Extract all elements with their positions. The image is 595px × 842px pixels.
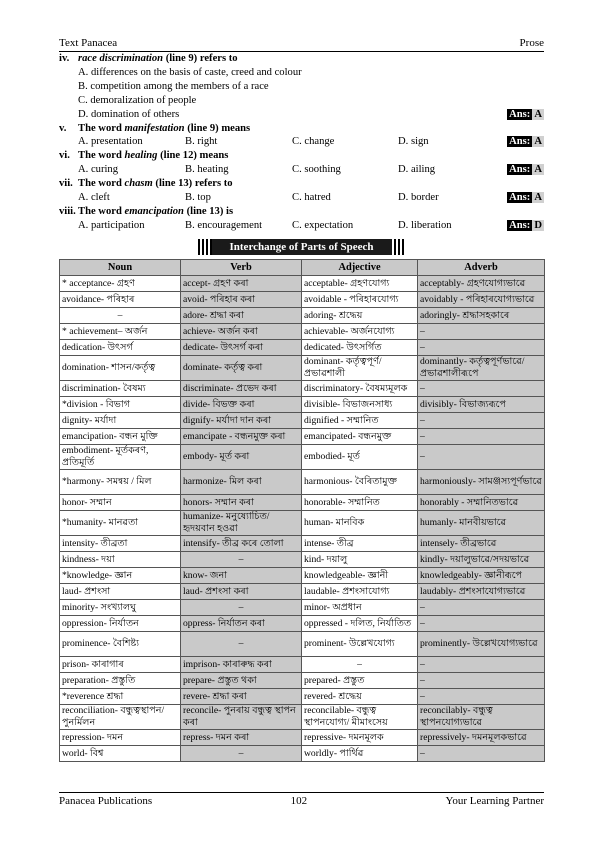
question-text-end: (line 9) means: [184, 122, 251, 134]
table-cell: dedicate- উৎসৰ্গ কৰা: [181, 339, 302, 355]
answer-option: A. differences on the basis of caste, creed and colour: [78, 66, 302, 78]
answer-option: A. presentation: [78, 136, 143, 148]
question-stem: [59, 52, 544, 66]
answer-option: B. competition among the members of a race: [78, 80, 269, 92]
table-cell: oppression- নিৰ্যাতন: [60, 615, 181, 631]
table-cell: harmonious- বৈৰিতামুক্ত: [302, 469, 418, 494]
table-row: [60, 745, 545, 761]
page-number: 102: [290, 795, 308, 807]
table-cell: * achievement– অৰ্জন: [60, 323, 181, 339]
table-cell: –: [418, 339, 545, 355]
table-cell: humanize- মনুষ্যোচিত/হৃদয়বান হওৱা: [181, 510, 302, 535]
header-title: Text Panacea: [59, 37, 118, 49]
question-term: manifestation: [124, 122, 185, 134]
table-cell: human- মানবিক: [302, 510, 418, 535]
table-cell: avoidable - পৰিহাৰযোগ্য: [302, 291, 418, 307]
table-cell: dignified - সম্মানিত: [302, 412, 418, 428]
table-cell: –: [418, 599, 545, 615]
table-row: [60, 396, 545, 412]
answer-value: A: [534, 164, 542, 176]
table-cell: *harmony- সমন্বয় / মিল: [60, 469, 181, 494]
table-cell: laud- প্ৰশংসা: [60, 583, 181, 599]
table-cell: intensely- তীব্ৰভাৱে: [418, 535, 545, 551]
parts-of-speech-table: [59, 259, 545, 762]
table-cell: emancipate - বন্ধনমুক্ত কৰা: [181, 428, 302, 444]
table-row: [60, 551, 545, 567]
table-cell: honorably - সম্মানিতভাৱে: [418, 494, 545, 510]
answer-key: [507, 220, 544, 232]
table-cell: honors- সম্মান কৰা: [181, 494, 302, 510]
table-row: [60, 704, 545, 729]
table-cell: *humanity- মানৱতা: [60, 510, 181, 535]
table-cell: avoidance- পৰিহাৰ: [60, 291, 181, 307]
table-cell: kindness- দয়া: [60, 551, 181, 567]
question-stem: [59, 122, 544, 136]
table-cell: repression- দমন: [60, 729, 181, 745]
table-cell: –: [418, 688, 545, 704]
answer-label: Ans:: [509, 164, 531, 176]
question-list: [59, 52, 544, 233]
table-cell: humanly- মানবীয়ভাৱে: [418, 510, 545, 535]
table-row: [60, 380, 545, 396]
table-cell: revere- শ্ৰদ্ধা কৰা: [181, 688, 302, 704]
table-cell: intense- তীব্ৰ: [302, 535, 418, 551]
table-row: [60, 355, 545, 380]
table-cell: knowledgeably- জ্ঞানীৰূপে: [418, 567, 545, 583]
question-term: chasm: [124, 178, 153, 190]
table-cell: knowledgeable- জ্ঞানী: [302, 567, 418, 583]
table-cell: repressively- দমনমূলকভাৱে: [418, 729, 545, 745]
table-row: [60, 583, 545, 599]
table-cell: oppressed - দলিত, নিৰ্যাতিত: [302, 615, 418, 631]
question-stem: [59, 149, 544, 163]
table-cell: dominate- কৰ্তৃত্ব কৰা: [181, 355, 302, 380]
table-cell: –: [418, 615, 545, 631]
table-cell: intensity- তীব্ৰতা: [60, 535, 181, 551]
table-row: [60, 428, 545, 444]
question-text-end: (line 12) means: [157, 150, 229, 162]
table-body: [60, 275, 545, 761]
table-cell: –: [181, 745, 302, 761]
table-cell: minor- অপ্ৰধান: [302, 599, 418, 615]
table-row: [60, 412, 545, 428]
table-cell: harmonize- মিল কৰা: [181, 469, 302, 494]
table-cell: divisible- বিভাজনসাধ্য: [302, 396, 418, 412]
table-cell: –: [418, 656, 545, 672]
table-cell: divisibly- বিভাজ্যৰূপে: [418, 396, 545, 412]
answer-option: C. soothing: [292, 164, 341, 176]
answer-option: A. curing: [78, 164, 119, 176]
answer-option: B. encouragement: [185, 219, 263, 231]
answer-option: D. ailing: [398, 164, 436, 176]
answer-option: A. cleft: [78, 192, 110, 204]
table-row: [60, 729, 545, 745]
table-cell: avoidably - পৰিহাৰযোগ্যভাৱে: [418, 291, 545, 307]
table-cell: worldly- পাৰ্থিৱ: [302, 745, 418, 761]
table-header-row: [60, 259, 545, 275]
table-cell: imprison- কাৰাৰুদ্ধ কৰা: [181, 656, 302, 672]
column-header: Noun: [60, 259, 181, 275]
table-cell: dedication- উৎসৰ্গ: [60, 339, 181, 355]
mcq-question: [59, 52, 544, 122]
question-term: emancipation: [124, 205, 184, 217]
question-text-end: (line 13) refers to: [152, 178, 233, 190]
mcq-question: [59, 205, 544, 233]
table-cell: acceptable- গ্ৰহণযোগ্য: [302, 275, 418, 291]
footer-publisher: Panacea Publications: [59, 795, 153, 807]
table-cell: preparation- প্ৰস্তুতি: [60, 672, 181, 688]
table-cell: minority- সংখ্যালঘু: [60, 599, 181, 615]
table-cell: acceptably- গ্ৰহণযোগ্যভাৱে: [418, 275, 545, 291]
footer-tagline: Your Learning Partner: [445, 795, 544, 807]
table-row: [60, 615, 545, 631]
question-text-end: (line 13) is: [183, 205, 234, 217]
answer-key: [507, 109, 544, 121]
table-row: [60, 307, 545, 323]
table-cell: divide- বিভক্ত কৰা: [181, 396, 302, 412]
table-cell: repressive- দমনমূলক: [302, 729, 418, 745]
table-cell: kind- দয়ালু: [302, 551, 418, 567]
table-cell: dominantly- কৰ্তৃত্বপূৰ্ণভাৱে/ প্ৰভাৱশালীৰূপে: [418, 355, 545, 380]
answer-option: C. expectation: [292, 219, 354, 231]
table-cell: revered- শ্ৰদ্ধেয়: [302, 688, 418, 704]
table-row: [60, 567, 545, 583]
answer-options-row: [59, 135, 544, 149]
table-cell: –: [418, 444, 545, 469]
page-footer: [59, 792, 544, 807]
table-cell: –: [418, 745, 545, 761]
answer-key: [507, 192, 544, 204]
table-cell: dignity- মৰ্যাদা: [60, 412, 181, 428]
header-section: Prose: [519, 37, 544, 49]
table-row: [60, 469, 545, 494]
table-cell: adore- শ্ৰদ্ধা কৰা: [181, 307, 302, 323]
table-row: [60, 599, 545, 615]
table-cell: prepared- প্ৰস্তুত: [302, 672, 418, 688]
table-cell: reconcile- পুনৰায় বন্ধুত্ব স্থাপন কৰা: [181, 704, 302, 729]
column-header: Adjective: [302, 259, 418, 275]
table-row: [60, 291, 545, 307]
question-text: The word: [78, 122, 125, 134]
answer-option: D. border: [398, 192, 439, 204]
answer-option: C. demoralization of people: [78, 94, 197, 106]
question-stem: [59, 177, 544, 191]
question-text: The word: [78, 205, 125, 217]
question-term: healing: [124, 150, 158, 162]
table-cell: laudably- প্ৰশংসাযোগ্যভাৱে: [418, 583, 545, 599]
table-row: [60, 672, 545, 688]
table-cell: honorable- সম্মানিত: [302, 494, 418, 510]
table-row: [60, 339, 545, 355]
table-cell: –: [181, 599, 302, 615]
table-cell: achieve- অৰ্জন কৰা: [181, 323, 302, 339]
question-text-end: (line 9) refers to: [163, 53, 238, 64]
table-cell: adoring- শ্ৰদ্ধেয়: [302, 307, 418, 323]
table-cell: discrimination- বৈষম্য: [60, 380, 181, 396]
table-cell: prison- কাৰাগাৰ: [60, 656, 181, 672]
answer-option: D. domination of others: [78, 108, 180, 120]
table-cell: discriminate- প্ৰভেদ কৰা: [181, 380, 302, 396]
table-row: [60, 631, 545, 656]
table-cell: prominently- উল্লেখযোগ্যভাৱে: [418, 631, 545, 656]
table-cell: world- বিশ্ব: [60, 745, 181, 761]
table-cell: kindly- দয়ালুভাৱে/সদয়ভাৱে: [418, 551, 545, 567]
question-number: vi.: [59, 150, 70, 162]
table-cell: embodiment- মূৰ্তকৰণ, প্ৰতিমূৰ্তি: [60, 444, 181, 469]
table-cell: prominence- বৈশিষ্ট্য: [60, 631, 181, 656]
answer-key: [507, 164, 544, 176]
table-cell: reconcilably- বন্ধুত্ব স্থাপনযোগ্যভাৱে: [418, 704, 545, 729]
table-cell: reconcilable- বন্ধুত্ব স্থাপনযোগ্য/ মীমাংসেয়: [302, 704, 418, 729]
answer-option: C. change: [292, 136, 335, 148]
table-row: [60, 444, 545, 469]
table-row: [60, 323, 545, 339]
table-cell: –: [418, 323, 545, 339]
table-cell: –: [418, 672, 545, 688]
table-cell: *division - বিভাগ: [60, 396, 181, 412]
table-cell: prominent- উল্লেখযোগ্য: [302, 631, 418, 656]
answer-label: Ans:: [509, 108, 531, 120]
table-cell: *reverence শ্ৰদ্ধা: [60, 688, 181, 704]
answer-label: Ans:: [509, 191, 531, 203]
question-term: race discrimination: [78, 53, 164, 64]
table-row: [60, 510, 545, 535]
answer-option: B. heating: [185, 164, 229, 176]
table-cell: emancipation- বন্ধন মুক্তি: [60, 428, 181, 444]
answer-option: D. liberation: [398, 219, 452, 231]
section-title: Interchange of Parts of Speech: [212, 239, 392, 255]
table-cell: –: [60, 307, 181, 323]
answer-value: A: [534, 136, 542, 148]
page-content: [59, 36, 544, 762]
table-row: [60, 688, 545, 704]
table-cell: *knowledge- জ্ঞান: [60, 567, 181, 583]
table-cell: intensify- তীব্ৰ কৰে তোলা: [181, 535, 302, 551]
question-number: vii.: [59, 178, 73, 190]
answer-option: B. right: [185, 136, 218, 148]
answer-key: [507, 136, 544, 148]
answer-label: Ans:: [509, 136, 531, 148]
answer-value: D: [534, 219, 542, 231]
question-number: viii.: [59, 205, 76, 217]
table-cell: oppress- নিৰ্যাতন কৰা: [181, 615, 302, 631]
table-cell: discriminatory- বৈষম্যমূলক: [302, 380, 418, 396]
table-cell: dedicated- উৎসৰ্গিত: [302, 339, 418, 355]
question-stem: [59, 205, 544, 219]
table-cell: embodied- মূৰ্ত: [302, 444, 418, 469]
table-row: [60, 275, 545, 291]
mcq-question: [59, 122, 544, 150]
table-cell: achievable- অৰ্জনযোগ্য: [302, 323, 418, 339]
table-cell: –: [181, 551, 302, 567]
mcq-question: [59, 177, 544, 205]
column-header: Verb: [181, 259, 302, 275]
table-row: [60, 656, 545, 672]
mcq-question: [59, 149, 544, 177]
answer-option: C. hatred: [292, 192, 331, 204]
question-number: iv.: [59, 53, 70, 64]
table-cell: embody- মূৰ্ত কৰা: [181, 444, 302, 469]
table-cell: laud- প্ৰশংসা কৰা: [181, 583, 302, 599]
column-header: Adverb: [418, 259, 545, 275]
section-banner: [198, 239, 406, 255]
answer-option: D. sign: [398, 136, 429, 148]
table-cell: reconciliation- বন্ধুত্বস্থাপন/পুনৰ্মিলন: [60, 704, 181, 729]
table-row: [60, 494, 545, 510]
table-cell: –: [418, 380, 545, 396]
answer-value: A: [534, 108, 542, 120]
question-text: The word: [78, 178, 125, 190]
answer-option: B. top: [185, 192, 211, 204]
table-cell: know- জনা: [181, 567, 302, 583]
answer-value: A: [534, 191, 542, 203]
table-cell: dignify- মৰ্যাদা দান কৰা: [181, 412, 302, 428]
table-cell: honor- সম্মান: [60, 494, 181, 510]
question-text: The word: [78, 150, 125, 162]
page-header: [59, 36, 544, 52]
question-number: v.: [59, 122, 67, 134]
table-cell: accept- গ্ৰহণ কৰা: [181, 275, 302, 291]
table-cell: domination- শাসন/কৰ্তৃত্ব: [60, 355, 181, 380]
table-cell: prepare- প্ৰস্তুত থকা: [181, 672, 302, 688]
table-cell: * acceptance- গ্ৰহণ: [60, 275, 181, 291]
table-cell: –: [181, 631, 302, 656]
answer-options-row: [59, 219, 544, 233]
answer-options-row: [59, 191, 544, 205]
table-cell: repress- দমন কৰা: [181, 729, 302, 745]
table-cell: adoringly- শ্ৰদ্ধাসহকাৰে: [418, 307, 545, 323]
table-cell: –: [418, 428, 545, 444]
table-cell: –: [302, 656, 418, 672]
table-cell: dominant- কৰ্তৃত্বপূৰ্ণ/ প্ৰভাৱশালী: [302, 355, 418, 380]
table-row: [60, 535, 545, 551]
table-cell: avoid- পৰিহাৰ কৰা: [181, 291, 302, 307]
table-cell: emancipated- বন্ধনমুক্ত: [302, 428, 418, 444]
answer-option: A. participation: [78, 219, 145, 231]
table-cell: –: [418, 412, 545, 428]
answer-options-row: [59, 163, 544, 177]
answer-label: Ans:: [509, 219, 531, 231]
table-cell: harmoniously- সামঞ্জস্যপূৰ্ণভাৱে: [418, 469, 545, 494]
table-cell: laudable- প্ৰশংসাযোগ্য: [302, 583, 418, 599]
